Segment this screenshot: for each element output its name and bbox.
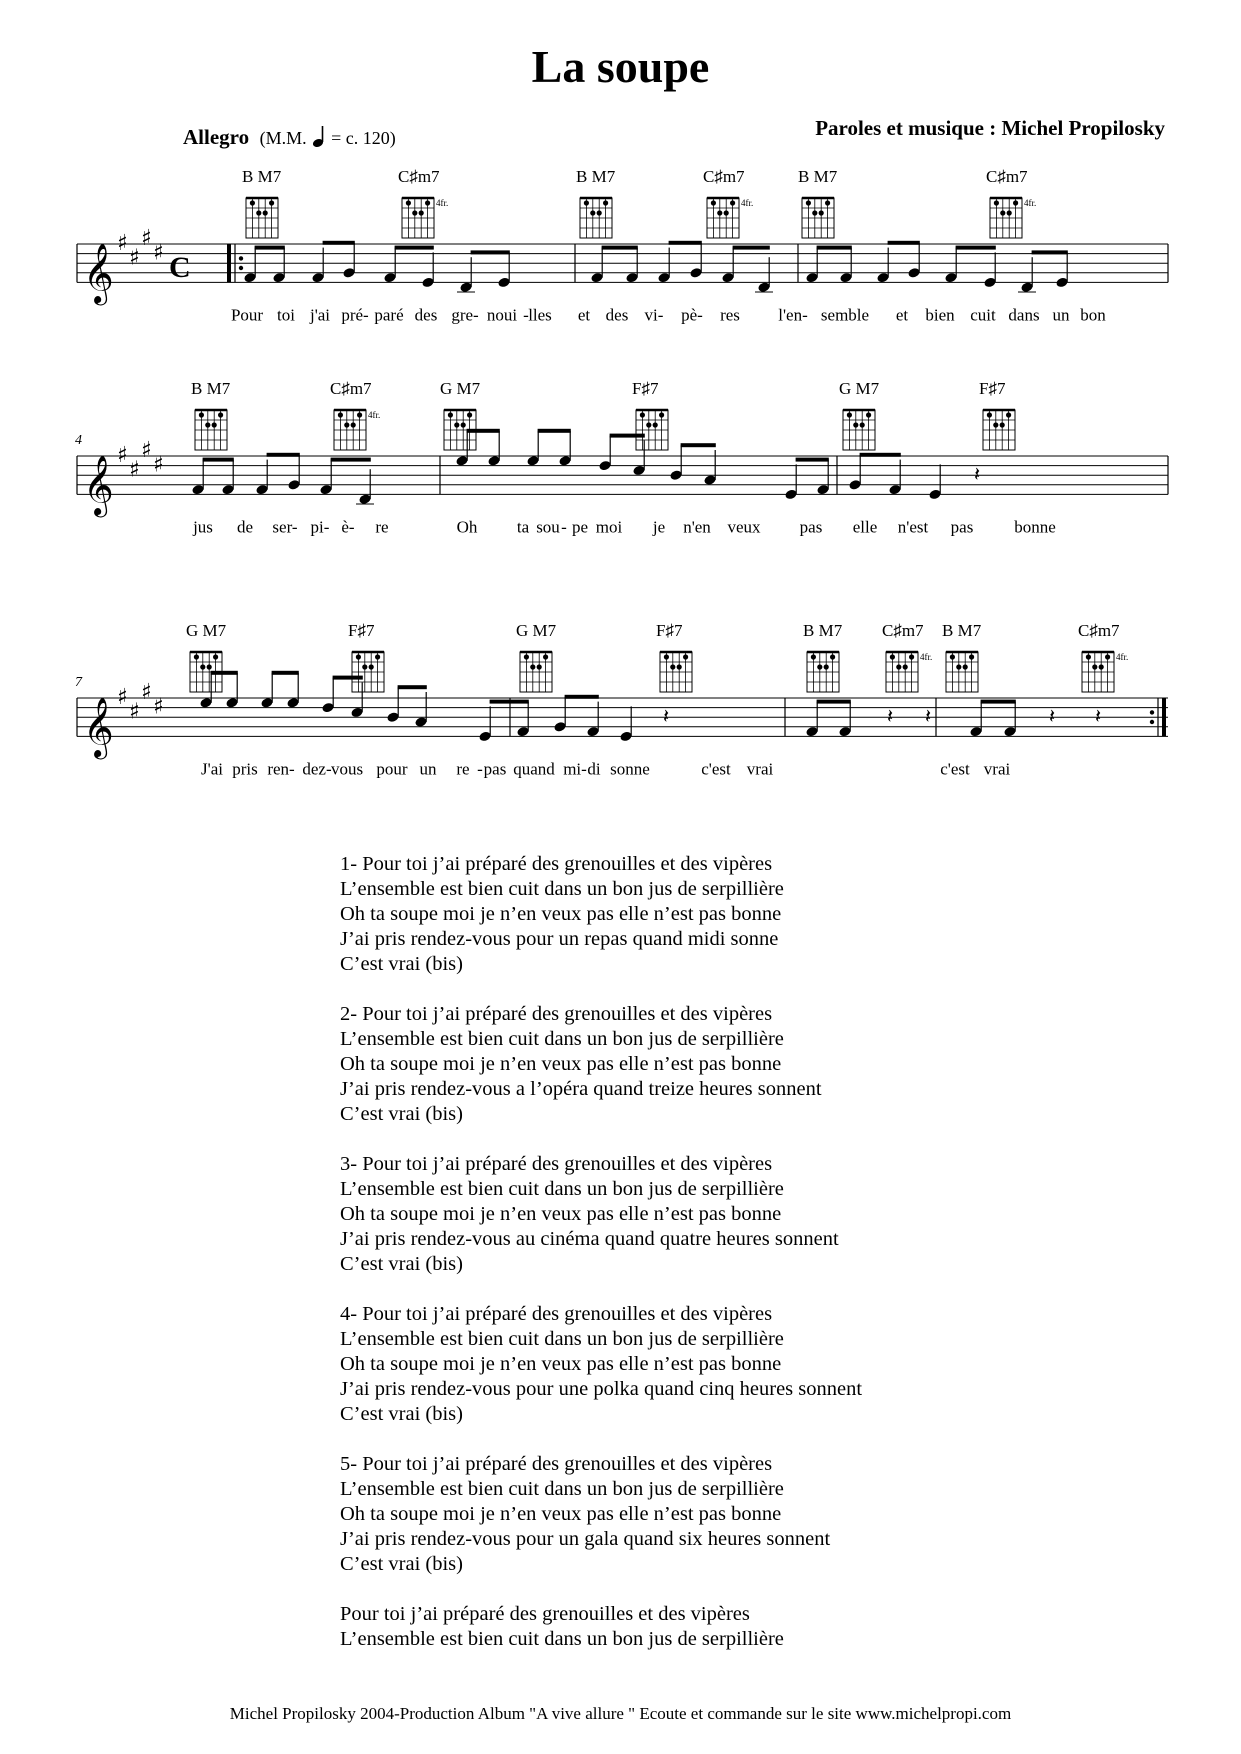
- finger-dot: [860, 422, 865, 427]
- finger-dot: [344, 422, 349, 427]
- sharp-icon: ♯: [117, 685, 128, 710]
- chord-diagram: [839, 379, 880, 450]
- note-beam: [981, 700, 1016, 704]
- finger-dot: [730, 200, 735, 205]
- finger-dot: [218, 412, 223, 417]
- finger-dot: [1105, 654, 1110, 659]
- finger-dot: [530, 664, 535, 669]
- note-beam: [796, 458, 829, 462]
- note-beam: [1032, 250, 1068, 254]
- finger-dot: [454, 422, 459, 427]
- finger-dot: [812, 210, 817, 215]
- note-beam: [681, 443, 716, 447]
- finger-dot: [369, 664, 374, 669]
- note-beam: [733, 246, 770, 250]
- lyric-syllable: cuit: [970, 305, 996, 325]
- finger-dot: [806, 200, 811, 205]
- staff-system: [75, 621, 1168, 778]
- note-beam: [817, 246, 852, 250]
- chord-name: G M7: [186, 621, 227, 640]
- measure-number: 4: [75, 433, 82, 448]
- sharp-icon: ♯: [129, 245, 140, 271]
- treble-clef-icon: 𝄞: [83, 243, 114, 304]
- lyric-syllable: des: [414, 305, 438, 325]
- lyric-syllable: res: [720, 305, 740, 325]
- fret-label: 4fr.: [436, 198, 449, 208]
- finger-dot: [956, 664, 961, 669]
- sharp-icon: ♯: [153, 452, 164, 478]
- lyric-syllable: pe: [571, 517, 589, 537]
- verse-line: C’est vrai (bis): [340, 1103, 463, 1125]
- finger-dot: [670, 664, 675, 669]
- lyric-syllable: quand: [513, 759, 555, 779]
- chord-diagram: [330, 379, 380, 450]
- finger-dot: [994, 200, 999, 205]
- finger-dot: [993, 422, 998, 427]
- chord-diagram: [656, 621, 692, 692]
- chord-diagram: [986, 167, 1036, 238]
- finger-dot: [362, 664, 367, 669]
- note-beam: [538, 429, 571, 433]
- verse-line: J’ai pris rendez-vous pour un repas quand midi sonne: [340, 928, 779, 950]
- lyric-syllable: bien: [925, 305, 955, 325]
- lyric-syllable: mi-: [563, 759, 587, 779]
- chord-name: F♯7: [632, 379, 659, 398]
- finger-dot: [1006, 412, 1011, 417]
- finger-dot: [717, 210, 722, 215]
- lyric-syllable: pas: [799, 517, 823, 537]
- finger-dot: [603, 200, 608, 205]
- note-beam: [860, 453, 901, 457]
- finger-dot: [1092, 664, 1097, 669]
- finger-dot: [269, 200, 274, 205]
- lyric-syllable: j'ai: [309, 305, 331, 325]
- verse-line: L’ensemble est bien cuit dans un bon jus de serpillière: [340, 1178, 784, 1200]
- stanza: [340, 1302, 862, 1427]
- finger-dot: [963, 664, 968, 669]
- verse-line: L’ensemble est bien cuit dans un bon jus de serpillière: [340, 1478, 784, 1500]
- finger-dot: [375, 654, 380, 659]
- finger-dot: [356, 654, 361, 659]
- lyric-syllable: -: [561, 517, 567, 537]
- chord-name: G M7: [516, 621, 557, 640]
- sharp-icon: ♯: [141, 438, 152, 464]
- finger-dot: [969, 654, 974, 659]
- finger-dot: [659, 412, 664, 417]
- verse-line: 5- Pour toi j’ai préparé des grenouilles et des vipères: [340, 1453, 773, 1475]
- lyric-syllable: pré-: [341, 305, 369, 325]
- note-beam: [471, 250, 510, 254]
- sharp-icon: ♯: [129, 699, 140, 725]
- stanza: [340, 1152, 862, 1277]
- lyric-syllable: Pour: [230, 305, 264, 325]
- lyric-syllable: -: [477, 759, 483, 779]
- finger-dot: [1099, 664, 1104, 669]
- finger-dot: [711, 200, 716, 205]
- repeat-dot: [239, 266, 243, 270]
- lyric-syllable: pè-: [681, 305, 703, 325]
- chord-diagram: [398, 167, 448, 238]
- chord-diagram: [979, 379, 1015, 450]
- fret-label: 4fr.: [1024, 198, 1037, 208]
- sharp-icon: ♯: [141, 226, 152, 252]
- lyric-syllable: je: [652, 517, 666, 537]
- chord-name: C♯m7: [1078, 621, 1120, 640]
- finger-dot: [419, 210, 424, 215]
- lyric-syllable: des: [605, 305, 629, 325]
- note-beam: [255, 246, 285, 250]
- chord-name: F♯7: [348, 621, 375, 640]
- finger-dot: [584, 200, 589, 205]
- rest-icon: 𝄽: [974, 461, 981, 486]
- finger-dot: [250, 200, 255, 205]
- finger-dot: [909, 654, 914, 659]
- verse-line: 3- Pour toi j’ai préparé des grenouilles et des vipères: [340, 1153, 773, 1175]
- finger-dot: [664, 654, 669, 659]
- verse-line: Oh ta soupe moi je n’en veux pas elle n’est pas bonne: [340, 1053, 782, 1075]
- verse-line: J’ai pris rendez-vous pour un gala quand six heures sonnent: [340, 1528, 831, 1550]
- note-beam: [669, 241, 702, 245]
- finger-dot: [890, 654, 895, 659]
- note-beam: [490, 700, 529, 704]
- chord-diagram: [703, 167, 753, 238]
- finger-dot: [590, 210, 595, 215]
- chord-name: G M7: [839, 379, 880, 398]
- finger-dot: [406, 200, 411, 205]
- song-title: La soupe: [531, 41, 710, 92]
- metronome-prefix: (M.M.: [259, 128, 307, 148]
- measure-number: 7: [75, 675, 82, 690]
- chord-diagram: [803, 621, 843, 692]
- chord-name: B M7: [942, 621, 982, 640]
- lyric-syllable: -: [523, 305, 529, 325]
- finger-dot: [1000, 422, 1005, 427]
- lyric-syllable: un: [1052, 305, 1070, 325]
- note-beam: [267, 453, 300, 457]
- finger-dot: [640, 412, 645, 417]
- sharp-icon: ♯: [153, 694, 164, 720]
- chord-diagram: [440, 379, 481, 450]
- finger-dot: [1007, 210, 1012, 215]
- finger-dot: [212, 422, 217, 427]
- finger-dot: [256, 210, 261, 215]
- lyric-syllable: pris: [232, 759, 258, 779]
- chord-name: B M7: [242, 167, 282, 186]
- lyric-syllable: pas: [483, 759, 507, 779]
- verse-line: Oh ta soupe moi je n’en veux pas elle n’est pas bonne: [340, 1203, 782, 1225]
- lyric-syllable: re: [456, 759, 470, 779]
- rest-icon: 𝄽: [1049, 703, 1056, 728]
- note-beam: [956, 246, 996, 250]
- verse-line: Pour toi j’ai préparé des grenouilles et des vipères: [340, 1603, 750, 1625]
- finger-dot: [1013, 200, 1018, 205]
- treble-clef-icon: 𝄞: [83, 697, 114, 758]
- chord-name: B M7: [803, 621, 843, 640]
- lyric-syllable: gre-: [451, 305, 479, 325]
- chord-name: B M7: [191, 379, 231, 398]
- verse-line: C’est vrai (bis): [340, 1403, 463, 1425]
- verse-line: L’ensemble est bien cuit dans un bon jus de serpillière: [340, 878, 784, 900]
- chord-diagram: [942, 621, 982, 692]
- chord-diagram: [191, 379, 231, 450]
- time-signature: C: [169, 250, 191, 284]
- verse-line: Oh ta soupe moi je n’en veux pas elle n’est pas bonne: [340, 903, 782, 925]
- lyric-syllable: moi: [595, 517, 623, 537]
- chord-diagram: [516, 621, 557, 692]
- stanza: [340, 1452, 862, 1577]
- metronome-value: = c. 120): [331, 128, 396, 148]
- finger-dot: [896, 664, 901, 669]
- verse-line: L’ensemble est bien cuit dans un bon jus de serpillière: [340, 1628, 784, 1650]
- sharp-icon: ♯: [129, 457, 140, 483]
- finger-dot: [207, 664, 212, 669]
- note-beam: [467, 429, 500, 433]
- treble-clef-icon: 𝄞: [83, 455, 114, 516]
- lyric-syllable: c'est: [701, 759, 731, 779]
- finger-dot: [338, 412, 343, 417]
- finger-dot: [817, 664, 822, 669]
- finger-dot: [461, 422, 466, 427]
- note-beam: [565, 695, 599, 699]
- note-beam: [888, 241, 920, 245]
- verse-line: C’est vrai (bis): [340, 1253, 463, 1275]
- chord-diagram: [242, 167, 282, 238]
- finger-dot: [1086, 654, 1091, 659]
- finger-dot: [357, 412, 362, 417]
- sharp-icon: ♯: [153, 240, 164, 266]
- finger-dot: [412, 210, 417, 215]
- fret-label: 4fr.: [741, 198, 754, 208]
- finger-dot: [811, 654, 816, 659]
- lyric-syllable: pas: [950, 517, 974, 537]
- verse-line: Oh ta soupe moi je n’en veux pas elle n’est pas bonne: [340, 1503, 782, 1525]
- staff-system: [77, 167, 1168, 324]
- verse-line: L’ensemble est bien cuit dans un bon jus de serpillière: [340, 1028, 784, 1050]
- lyric-syllable: dans: [1008, 305, 1040, 325]
- lyric-syllable: pi-: [310, 517, 330, 537]
- chord-name: C♯m7: [986, 167, 1028, 186]
- chord-diagram: [348, 621, 384, 692]
- stanza: [340, 1602, 862, 1652]
- chord-name: C♯m7: [882, 621, 924, 640]
- lyric-syllable: ser-: [272, 517, 298, 537]
- note-beam: [203, 458, 234, 462]
- finger-dot: [537, 664, 542, 669]
- verse-line: 4- Pour toi j’ai préparé des grenouilles et des vipères: [340, 1303, 773, 1325]
- finger-dot: [200, 664, 205, 669]
- lyric-syllable: n'en: [683, 517, 711, 537]
- chord-name: C♯m7: [398, 167, 440, 186]
- chord-diagram: [798, 167, 838, 238]
- stanza: [340, 852, 862, 977]
- note-beam: [398, 685, 427, 689]
- verse-line: C’est vrai (bis): [340, 953, 463, 975]
- lyric-syllable: bon: [1080, 305, 1106, 325]
- finger-dot: [866, 412, 871, 417]
- lyric-syllable: è-: [341, 517, 355, 537]
- finger-dot: [903, 664, 908, 669]
- finger-dot: [194, 654, 199, 659]
- finger-dot: [425, 200, 430, 205]
- repeat-dot: [1150, 710, 1154, 714]
- finger-dot: [1000, 210, 1005, 215]
- repeat-dot: [1150, 720, 1154, 724]
- lyric-syllable: un: [419, 759, 437, 779]
- lyric-syllable: lles: [528, 305, 552, 325]
- fret-label: 4fr.: [368, 410, 381, 420]
- lyric-syllable: semble: [820, 305, 870, 325]
- chord-name: C♯m7: [330, 379, 372, 398]
- verses-block: [340, 852, 862, 1677]
- chord-diagram: [1078, 621, 1128, 692]
- finger-dot: [987, 412, 992, 417]
- chord-name: G M7: [440, 379, 481, 398]
- lyric-syllable: pour: [376, 759, 408, 779]
- sharp-icon: ♯: [141, 680, 152, 706]
- finger-dot: [351, 422, 356, 427]
- lyric-syllable: noui: [486, 305, 518, 325]
- note-beam: [395, 246, 434, 250]
- repeat-dot: [239, 256, 243, 260]
- lyric-syllable: sonne: [610, 759, 650, 779]
- lyric-syllable: sou: [536, 517, 560, 537]
- finger-dot: [830, 654, 835, 659]
- finger-dot: [597, 210, 602, 215]
- music-score: [0, 0, 1241, 800]
- finger-dot: [653, 422, 658, 427]
- verse-line: C’est vrai (bis): [340, 1553, 463, 1575]
- lyric-syllable: bonne: [1014, 517, 1056, 537]
- lyric-syllable: dez-: [302, 759, 332, 779]
- lyric-syllable: c'est: [940, 759, 970, 779]
- finger-dot: [819, 210, 824, 215]
- lyric-syllable: vous: [330, 759, 364, 779]
- verse-line: J’ai pris rendez-vous a l’opéra quand treize heures sonnent: [340, 1078, 822, 1100]
- rest-icon: 𝄽: [887, 703, 894, 728]
- note-beam: [610, 434, 645, 438]
- chord-name: F♯7: [656, 621, 683, 640]
- chord-diagram: [632, 379, 668, 450]
- lyric-syllable: Oh: [456, 517, 478, 537]
- note-beam: [323, 241, 355, 245]
- lyric-syllable: et: [577, 305, 591, 325]
- finger-dot: [646, 422, 651, 427]
- lyric-syllable: veux: [727, 517, 761, 537]
- chord-diagram: [186, 621, 227, 692]
- note-beam: [211, 671, 238, 675]
- verse-line: L’ensemble est bien cuit dans un bon jus de serpillière: [340, 1328, 784, 1350]
- fret-label: 4fr.: [920, 652, 933, 662]
- finger-dot: [213, 654, 218, 659]
- lyric-syllable: vrai: [983, 759, 1011, 779]
- lyric-syllable: toi: [277, 305, 295, 325]
- chord-name: C♯m7: [703, 167, 745, 186]
- credit-line: Paroles et musique : Michel Propilosky: [815, 116, 1165, 140]
- lyric-syllable: et: [895, 305, 909, 325]
- finger-dot: [950, 654, 955, 659]
- verse-line: 2- Pour toi j’ai préparé des grenouilles et des vipères: [340, 1003, 773, 1025]
- finger-dot: [683, 654, 688, 659]
- chord-diagram: [576, 167, 616, 238]
- finger-dot: [199, 412, 204, 417]
- finger-dot: [853, 422, 858, 427]
- lyric-syllable: re: [375, 517, 389, 537]
- lyric-syllable: jus: [193, 517, 213, 537]
- chord-name: B M7: [798, 167, 838, 186]
- finger-dot: [524, 654, 529, 659]
- lyric-syllable: ren-: [267, 759, 295, 779]
- lyric-syllable: vrai: [746, 759, 774, 779]
- sharp-icon: ♯: [117, 231, 128, 256]
- stanza: [340, 1002, 862, 1127]
- lyric-syllable: elle: [852, 517, 878, 537]
- chord-diagram: [882, 621, 932, 692]
- finger-dot: [677, 664, 682, 669]
- footer: Michel Propilosky 2004-Production Album "A vive allure " Ecoute et commande sur le site www.michelpropi.com: [229, 1704, 1012, 1723]
- lyric-syllable: n'est: [897, 517, 929, 537]
- verse-line: 1- Pour toi j’ai préparé des grenouilles et des vipères: [340, 853, 773, 875]
- verse-line: Oh ta soupe moi je n’en veux pas elle n’est pas bonne: [340, 1353, 782, 1375]
- finger-dot: [543, 654, 548, 659]
- lyric-syllable: ta: [516, 517, 530, 537]
- finger-dot: [847, 412, 852, 417]
- lyric-syllable: l'en-: [778, 305, 808, 325]
- verse-line: J’ai pris rendez-vous pour une polka quand cinq heures sonnent: [340, 1378, 863, 1400]
- finger-dot: [825, 200, 830, 205]
- note-beam: [272, 671, 299, 675]
- chord-name: F♯7: [979, 379, 1006, 398]
- lyric-syllable: di: [587, 759, 601, 779]
- finger-dot: [205, 422, 210, 427]
- fret-label: 4fr.: [1116, 652, 1129, 662]
- finger-dot: [467, 412, 472, 417]
- verse-line: J’ai pris rendez-vous au cinéma quand quatre heures sonnent: [340, 1228, 839, 1250]
- rest-icon: 𝄽: [1095, 703, 1102, 728]
- rest-icon: 𝄽: [925, 703, 932, 728]
- staff-system: [75, 379, 1168, 536]
- lyric-syllable: paré: [374, 305, 404, 325]
- sharp-icon: ♯: [117, 443, 128, 468]
- lyric-syllable: J'ai: [201, 759, 223, 779]
- tempo-word: Allegro: [183, 125, 250, 149]
- lyric-syllable: vi-: [644, 305, 664, 325]
- finger-dot: [724, 210, 729, 215]
- note-beam: [817, 700, 851, 704]
- rest-icon: 𝄽: [663, 703, 670, 728]
- finger-dot: [448, 412, 453, 417]
- lyric-syllable: de: [236, 517, 254, 537]
- finger-dot: [824, 664, 829, 669]
- note-beam: [602, 246, 638, 250]
- finger-dot: [263, 210, 268, 215]
- note-beam: [331, 458, 371, 462]
- chord-name: B M7: [576, 167, 616, 186]
